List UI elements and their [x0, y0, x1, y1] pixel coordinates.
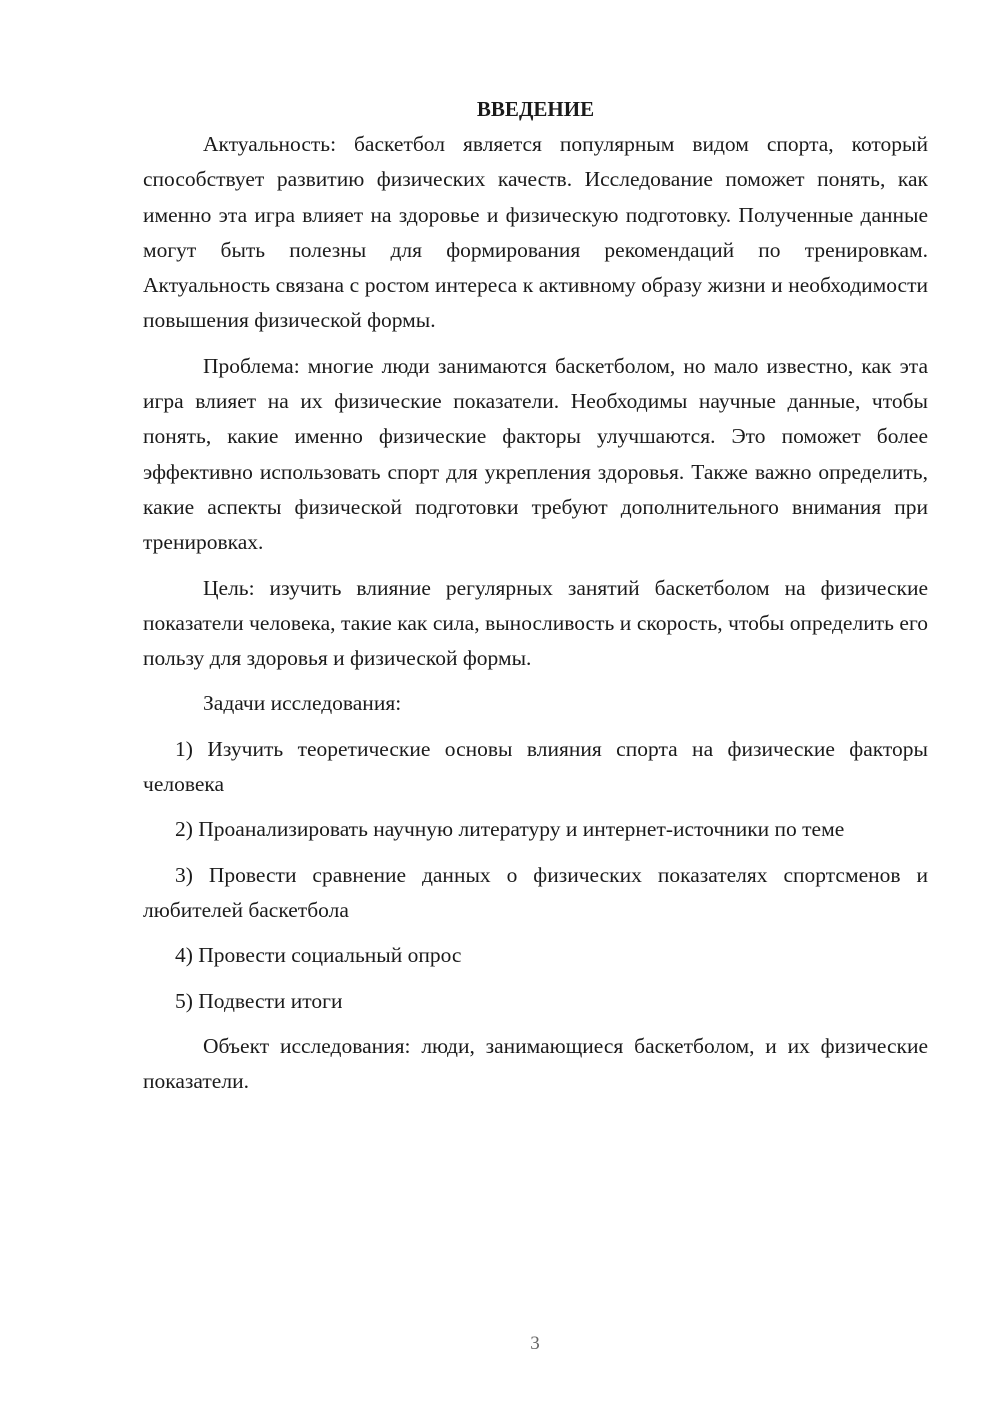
- paragraph-goal: Цель: изучить влияние регулярных занятий баскетболом на физические показатели человека, такие как сила, выносливость и скорость, чтобы определить его пользу для здоровья и физической формы.: [143, 575, 928, 671]
- document-page: [143, 92, 928, 1109]
- page-title: ВВЕДЕНИЕ: [476, 97, 595, 121]
- paragraph-problem: Проблема: многие люди занимаются баскетболом, но мало известно, как эта игра влияет на их физические показатели. Необходимы научные данные, чтобы понять, какие именно физические факторы улучшаются. Это поможет более эффективно использовать спорт для укрепления здоровья. Также важно определить, какие аспекты физической подготовки требуют дополнительного внимания при тренировках.: [143, 353, 928, 555]
- task-item-1: 1) Изучить теоретические основы влияния спорта на физические факторы человека: [143, 736, 928, 797]
- page-number: 3: [530, 1333, 540, 1354]
- task-item-3: 3) Провести сравнение данных о физических показателях спортсменов и любителей баскетбола: [143, 862, 928, 922]
- task-item-5: 5) Подвести итоги: [175, 988, 343, 1013]
- paragraph-relevance: Актуальность: баскетбол является популярным видом спорта, который способствует развитию физических качеств. Исследование поможет понять, как именно эта игра влияет на здоровье и физическую подготовку. Полученные данные могут быть полезны для формирования рекомендаций по тренировкам. Актуальность связана с ростом интереса к активному образу жизни и необходимости повышения физической формы.: [143, 132, 928, 333]
- tasks-heading: Задачи исследования:: [203, 691, 402, 716]
- task-item-4: 4) Провести социальный опрос: [175, 943, 462, 968]
- paragraph-object: Объект исследования: люди, занимающиеся баскетболом, и их физические показатели.: [143, 1033, 928, 1094]
- task-item-2: 2) Проанализировать научную литературу и интернет-источники по теме: [175, 817, 845, 842]
